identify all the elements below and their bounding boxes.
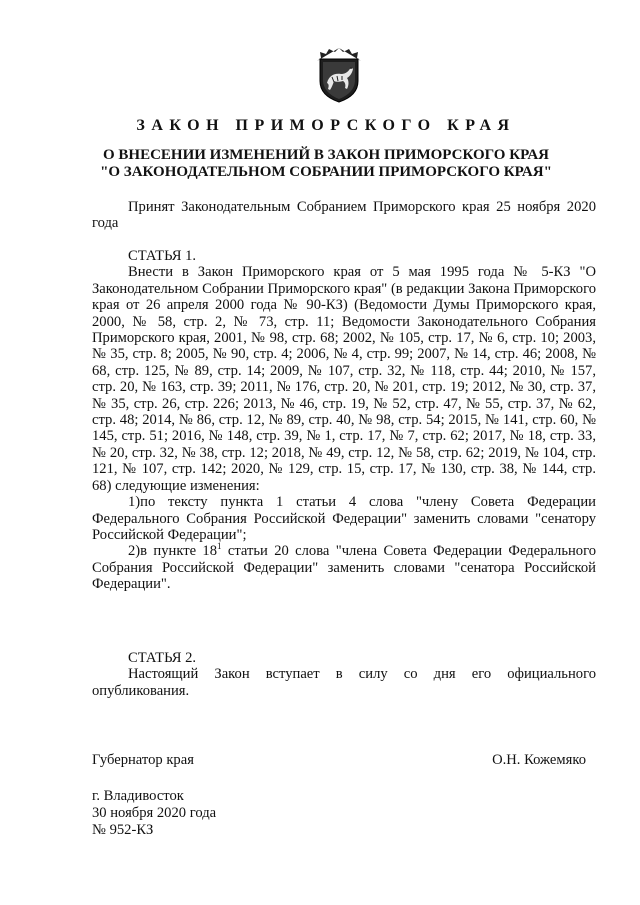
adoption-statement: Принят Законодательным Собранием Приморского края 25 ноября 2020 года xyxy=(92,199,596,232)
article-2-body: Настоящий Закон вступает в силу со дня его официального опубликования. xyxy=(92,666,596,699)
signatory-name: О.Н. Кожемяко xyxy=(492,752,586,768)
article-1 xyxy=(92,248,596,593)
article-1-item-2-suffix: статьи 20 слова "члена Совета Федерации Федерального Собрания Российской Федерации" заменить словами "сенатора Российской Федерации". xyxy=(92,543,597,593)
issue-place: г. Владивосток xyxy=(92,788,184,804)
article-2 xyxy=(92,650,596,699)
issue-date: 30 ноября 2020 года xyxy=(92,805,217,821)
article-1-item-2 xyxy=(92,543,596,592)
article-1-body: Внести в Закон Приморского края от 5 мая 1995 года № 5-КЗ "О Законодательном Собрании Приморского края" (в редакции Закона Приморского края от 26 апреля 2000 года № 90-КЗ) (Ведомости Думы Приморского края, 2000, № 58, стр. 2, № 73, стр. 11; Ведомости Законодательного Собрания Приморского края, 2001, № 98, стр. 68; 2002, № 105, стр. 17, № 6, стр. 10; 2003, № 35, стр. 8; 2005, № 90, стр. 4; 2006, № 4, стр. 99; 2007, № 14, стр. 46; 2008, № 68, стр. 125, № 89, стр. 14; 2009, № 107, стр. 32, № 118, стр. 44; 2010, № 157, стр. 20, № 163, стр. 39; 2011, № 176, стр. 20, № 201, стр. 19; 2012, № 30, стр. 37, № 35, стр. 26, стр. 226; 2013, № 46, стр. 19, № 52, стр. 47, № 55, стр. 37, № 62, стр. 48; 2014, № 86, стр. 12, № 89, стр. 40, № 98, стр. 54; 2015, № 141, стр. 60, № 145, стр. 51; 2016, № 148, стр. 39, № 1, стр. 17, № 7, стр. 62; 2017, № 18, стр. 33, № 20, стр. 32, № 38, стр. 12; 2018, № 49, стр. 12, № 58, стр. 62; 2019, № 104, стр. 121, № 107, стр. 142; 2020, № 129, стр. 15, стр. 17, № 130, стр. 38, № 144, стр. 68) следующие изменения: xyxy=(92,264,596,494)
law-title: ЗАКОН ПРИМОРСКОГО КРАЯ xyxy=(136,117,516,134)
coat-of-arms-emblem xyxy=(316,47,362,103)
article-1-item-1: 1)по тексту пункта 1 статьи 4 слова "члену Совета Федерации Федерального Собрания Российской Федерации" заменить словами "сенатору Российской Федерации"; xyxy=(92,494,596,543)
article-1-title: СТАТЬЯ 1. xyxy=(128,248,197,264)
article-1-item-2-superscript: 1 xyxy=(217,541,222,552)
law-heading-line-2: "О ЗАКОНОДАТЕЛЬНОМ СОБРАНИИ ПРИМОРСКОГО КРАЯ" xyxy=(100,164,552,180)
article-1-item-2-prefix: 2)в пункте 18 xyxy=(128,543,218,560)
issue-details xyxy=(92,788,216,839)
article-2-title: СТАТЬЯ 2. xyxy=(128,650,197,666)
law-heading-line-1: О ВНЕСЕНИИ ИЗМЕНЕНИЙ В ЗАКОН ПРИМОРСКОГО КРАЯ xyxy=(103,147,549,163)
signatory-position: Губернатор края xyxy=(92,752,194,768)
tiger-emblem-icon xyxy=(316,47,362,103)
law-number: № 952-КЗ xyxy=(92,822,154,838)
